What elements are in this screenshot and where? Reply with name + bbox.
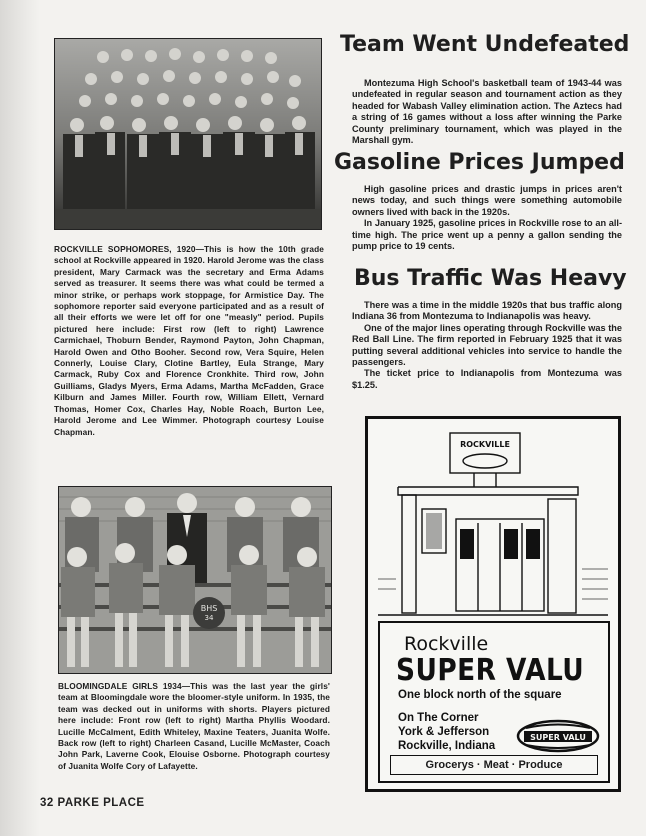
group-photo-icon — [55, 39, 321, 229]
page-number: 32 — [40, 797, 54, 809]
basketball-label: BHS — [200, 604, 218, 613]
ad-services-bar: Grocerys · Meat · Produce — [390, 755, 598, 775]
ad-address-line: Rockville, Indiana — [398, 740, 496, 752]
headline-gasoline-prices: Gasoline Prices Jumped — [334, 150, 625, 175]
rockville-sophomores-photo — [54, 38, 322, 230]
article-paragraph: One of the major lines operating through Rockville was the Red Ball Line. The firm reported in February 1925 that it was putting several additional vehicles into service to handle the passengers. — [352, 322, 622, 368]
headline-team-undefeated: Team Went Undefeated — [340, 32, 630, 57]
article-paragraph: There was a time in the middle 1920s that bus traffic along Indiana 36 from Montezuma to Indianapolis was heavy. — [352, 300, 622, 322]
article-paragraph: High gasoline prices and drastic jumps in prices aren't news today, and such things were something automobile owners lived with back in the 1920s. — [352, 184, 622, 217]
article-paragraph: In January 1925, gasoline prices in Rockville rose to an all-time high. The price went up a penny a gallon sending the pump price to 19 cents. — [352, 218, 622, 252]
article-gasoline-prices — [352, 184, 622, 252]
article-bus-traffic — [352, 300, 622, 391]
page-footer — [40, 797, 145, 809]
article-team-undefeated — [352, 78, 622, 146]
ad-address — [398, 711, 495, 753]
storefront-icon — [378, 429, 608, 619]
ad-address-line: On The Corner — [398, 712, 479, 724]
publication-name: PARKE PLACE — [57, 797, 145, 809]
bloomingdale-girls-photo — [58, 486, 332, 674]
store-illustration — [378, 429, 608, 619]
rockville-sophomores-caption: ROCKVILLE SOPHOMORES, 1920—This is how the 10th grade school at Rockville appeared in 1920. Harold Jerome was the class president, Mary Carmack was the secretary and Erma Adams served as treasurer. It seems there was what could be termed a minor strike, or perhaps work stoppage, for Armistice Day. The sophomore reporter said everyone participated and as a result of all their efforts we were let off for one "measly" period. Pupils pictured here include: First row (left to right) Lawrence Carmichael, Thoburn Bender, Raymond Payton, John Chapman, Harold Owen and Otho Booher. Second row, Vera Squire, Helen Connerly, Louise Clary, Clotine Bartley, Eula Strange, Mary Carmack, Ruby Cox and Florence Cronkhite. Third row, John Guilliams, Gladys Myers, Erma Adams, Martha McFadden, Grace Kilburn and James Miller. Fourth row, William Ellett, Vernard Thomas, Homer Cox, Charles Hay, Noble Roach, Burton Lee, Harold Jerome and Lee Wimmer. Photograph courtesy Louise Chapman. — [54, 244, 324, 437]
ad-tagline: One block north of the square — [398, 689, 562, 701]
headline-bus-traffic: Bus Traffic Was Heavy — [354, 266, 627, 291]
ad-city: Rockville — [404, 633, 489, 655]
page-gutter-shadow — [0, 0, 40, 836]
super-valu-advertisement — [365, 416, 621, 792]
article-paragraph: Montezuma High School's basketball team of 1943-44 was undefeated in regular season and tournament action as they headed for Wabash Valley elimination action. The Aztecs had a string of 16 games without a loss after winning the Parke County preliminary tournament, which was played in the Marshall gym. — [352, 78, 622, 146]
svg-text:34: 34 — [204, 614, 214, 622]
logo-text: SUPER VALU — [530, 733, 586, 742]
article-paragraph: The ticket price to Indianapolis from Montezuma was $1.25. — [352, 368, 622, 390]
super-valu-logo-icon — [516, 719, 600, 753]
ad-text-panel — [378, 621, 610, 783]
ad-address-line: York & Jefferson — [398, 726, 490, 738]
ad-brand-name: SUPER VALU — [396, 653, 585, 688]
store-sign-text: ROCKVILLE — [460, 440, 510, 449]
bloomingdale-girls-caption: BLOOMINGDALE GIRLS 1934—This was the last year the girls' team at Bloomingdale wore the bloomer-style uniform. In 1935, the team was decked out in uniforms with shorts. Players pictured here include: Front row (left to right) Martha Phyllis Woodard. Lucille McCalment, Edith Whiteley, Maxine Teaters, Juanita Wolfe. Back row (left to right) Charleen Casand, Lucille McMaster, Coach John Park, Laverne Cook, Elouise Osborne. Photograph courtesy of Juanita Wolfe Cory of Lafayette. — [58, 681, 330, 771]
